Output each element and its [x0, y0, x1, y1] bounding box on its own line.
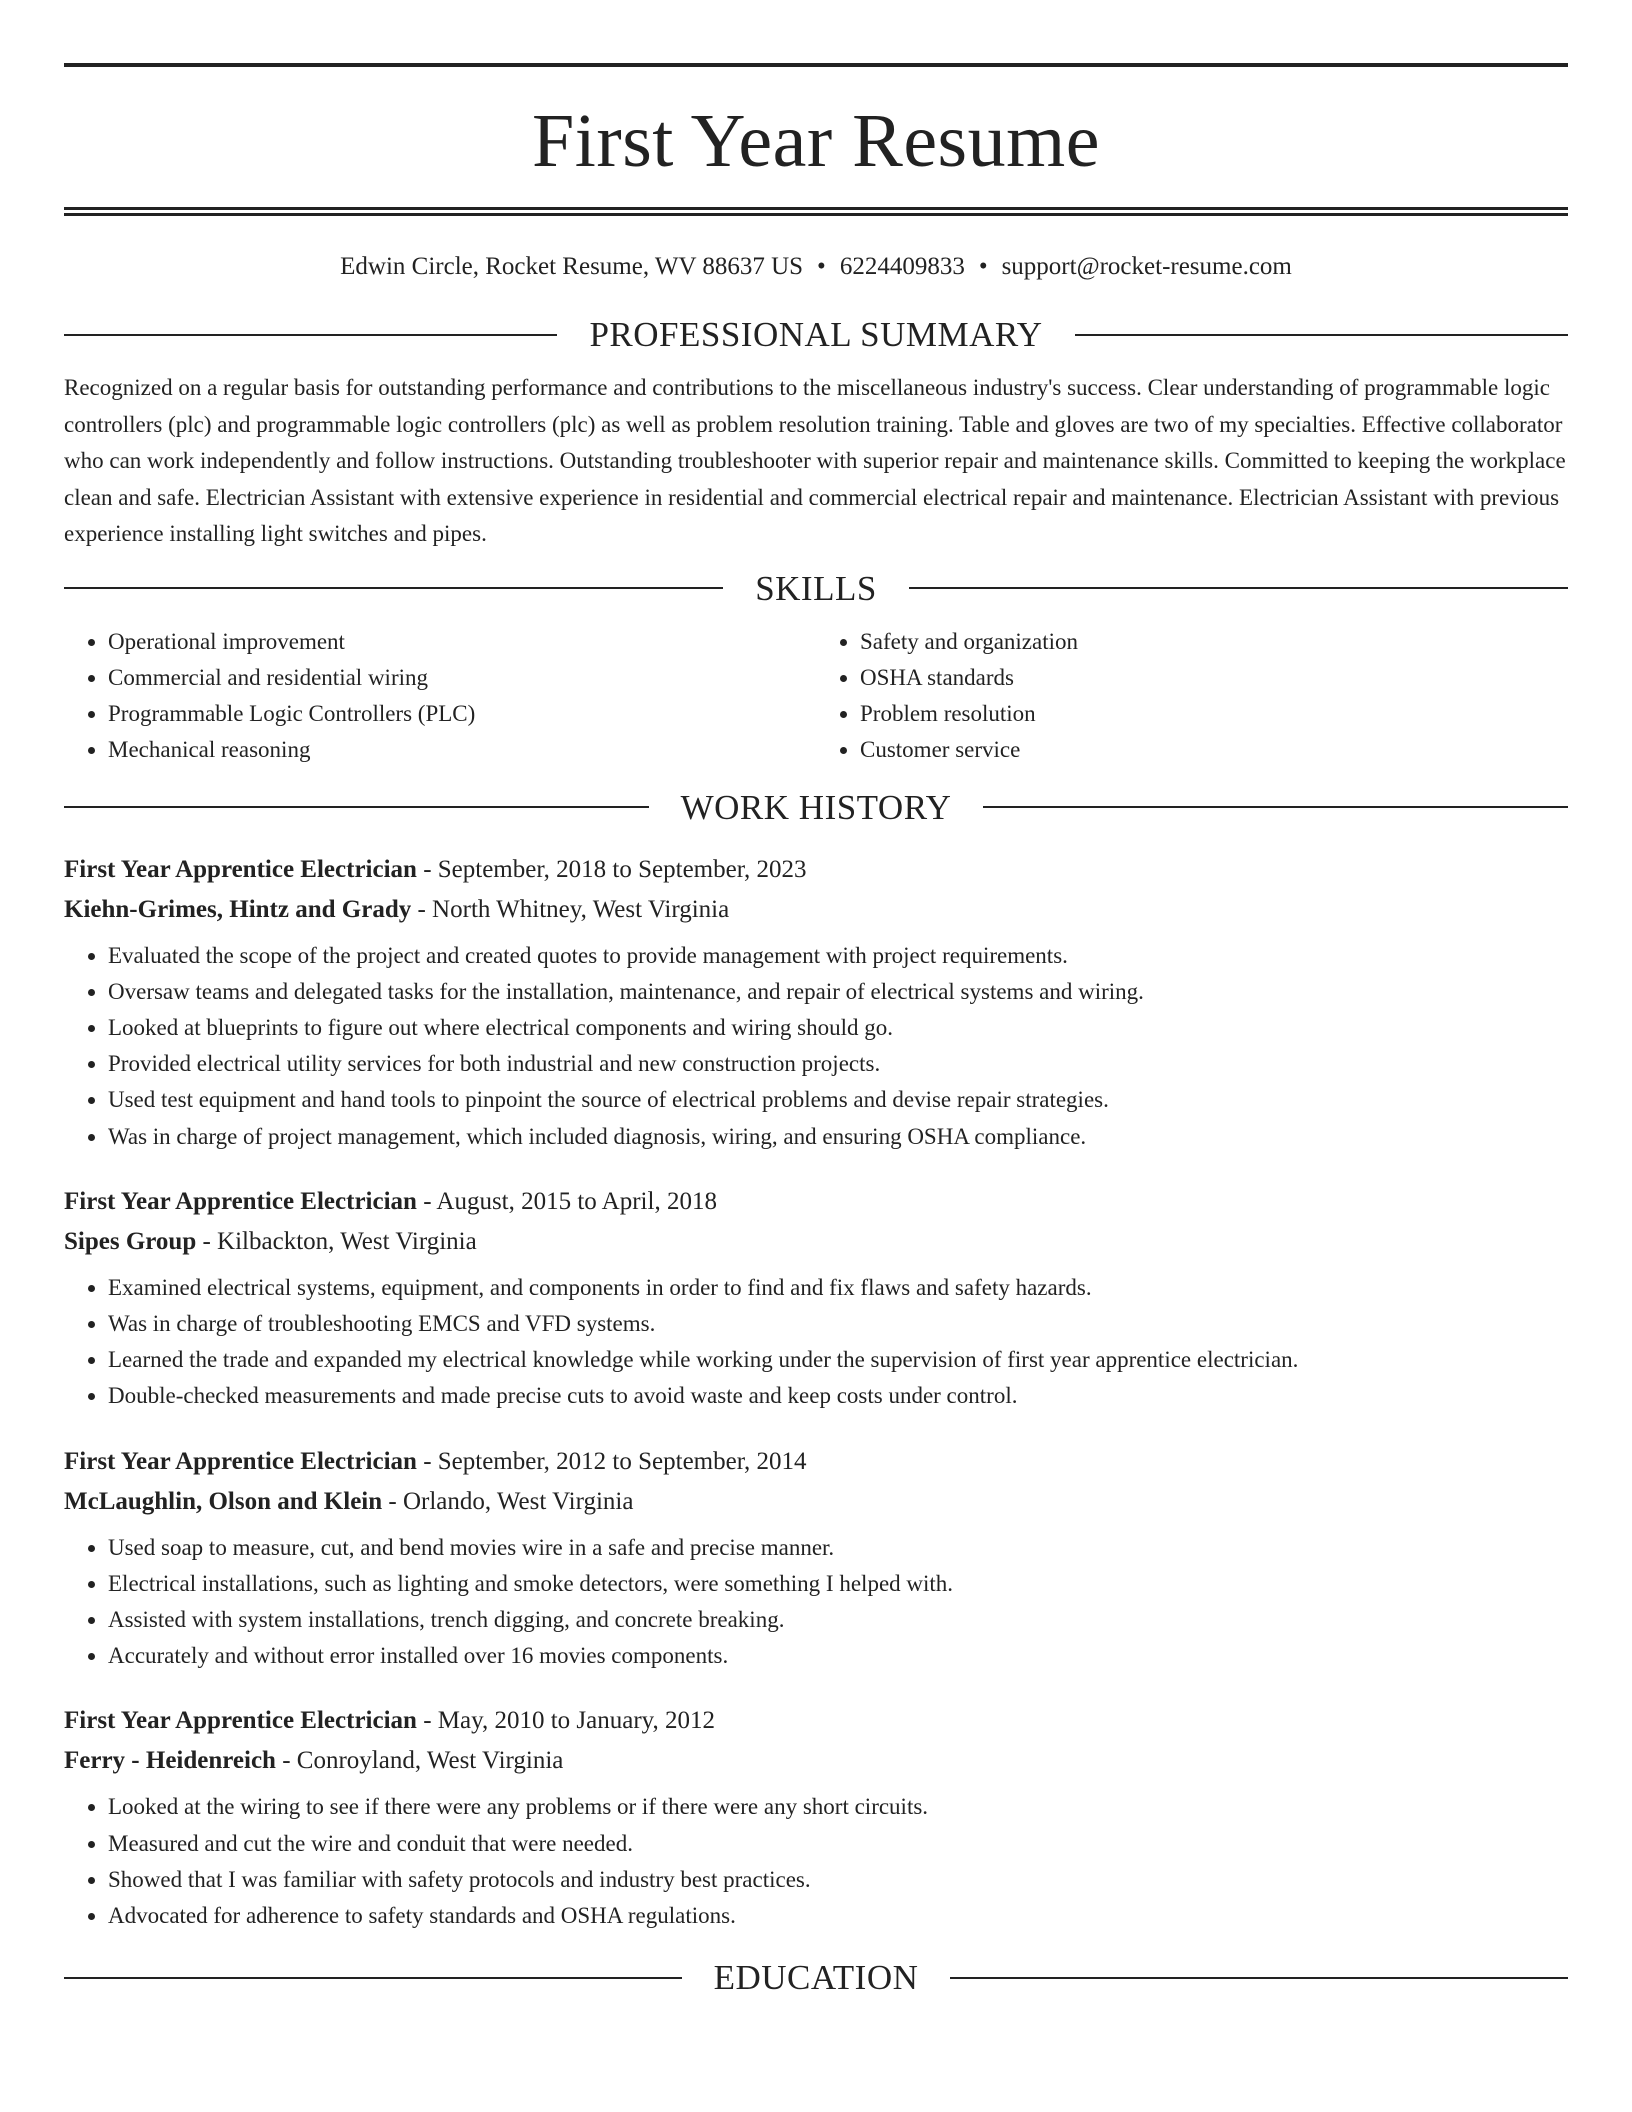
summary-heading-title: PROFESSIONAL SUMMARY [589, 315, 1043, 354]
job-bullet: • Evaluated the scope of the project and created quotes to provide management with project requirements. [108, 938, 1568, 974]
job-title-line [64, 1708, 1568, 1733]
contact-separator: • [978, 253, 988, 280]
job-title-line [64, 1449, 1568, 1474]
skills-list [64, 624, 1568, 768]
job-bullet: • Showed that I was familiar with safety protocols and industry best practices. [108, 1862, 1568, 1898]
contact-line [64, 254, 1568, 279]
job-bullet: • Learned the trade and expanded my electrical knowledge while working under the supervision of first year apprentice electrician. [108, 1342, 1568, 1378]
job-bullet: • Oversaw teams and delegated tasks for the installation, maintenance, and repair of electrical systems and wiring. [108, 974, 1568, 1010]
summary-heading [64, 317, 1568, 352]
skill-item: • Commercial and residential wiring [108, 660, 816, 696]
job-bullet: • Was in charge of project management, which included diagnosis, wiring, and ensuring OSHA compliance. [108, 1119, 1568, 1155]
job-bullet: • Provided electrical utility services for both industrial and new construction projects. [108, 1046, 1568, 1082]
double-rule [64, 207, 1568, 216]
job-company: Ferry - Heidenreich [64, 1747, 276, 1775]
job-bullets [64, 1270, 1568, 1415]
job-location: - North Whitney, West Virginia [411, 895, 730, 923]
skill-item: • Operational improvement [108, 624, 816, 660]
job-dates: - September, 2012 to September, 2014 [416, 1447, 807, 1475]
job-bullet: • Used soap to measure, cut, and bend movies wire in a safe and precise manner. [108, 1530, 1568, 1566]
job-title: First Year Apprentice Electrician [64, 1707, 417, 1735]
job-entry [64, 1189, 1568, 1415]
contact-separator: • [817, 253, 826, 280]
job-company-line [64, 1489, 1568, 1514]
summary-text: Recognized on a regular basis for outstanding performance and contributions to the miscellaneous industry's success. Clear understanding of programmable logic controllers (plc) and programmable logic controllers (plc) as well as problem resolution training. Table and gloves are two of my specialties. Effective collaborator who can work independently and follow instructions. Outstanding troubleshooter with superior repair and maintenance skills. Committed to keeping the workplace clean and safe. Electrician Assistant with extensive experience in residential and commercial electrical repair and maintenance. Electrician Assistant with previous experience installing light switches and pipes. [64, 375, 1566, 546]
job-title: First Year Apprentice Electrician [64, 1187, 417, 1215]
job-company: Sipes Group [64, 1227, 197, 1255]
skills-heading [64, 568, 1568, 608]
skills-column-right [816, 624, 1568, 768]
job-location: - Orlando, West Virginia [382, 1487, 634, 1515]
heading-rule [64, 806, 649, 808]
job-dates: - September, 2018 to September, 2023 [416, 855, 807, 883]
job-bullet: • Electrical installations, such as lighting and smoke detectors, were something I helped with. [108, 1566, 1568, 1602]
work-heading-title: WORK HISTORY [680, 787, 952, 827]
job-bullet: • Accurately and without error installed over 16 movies components. [108, 1638, 1568, 1674]
job-title: First Year Apprentice Electrician [64, 1447, 417, 1475]
work-heading [64, 787, 1568, 827]
job-bullets [64, 1789, 1568, 1934]
job-bullet: • Measured and cut the wire and conduit that were needed. [108, 1826, 1568, 1862]
heading-rule [64, 334, 557, 336]
skill-item: • Programmable Logic Controllers (PLC) [108, 696, 816, 732]
heading-rule [909, 587, 1568, 589]
job-bullet: • Used test equipment and hand tools to pinpoint the source of electrical problems and devise repair strategies. [108, 1082, 1568, 1118]
skill-item: • Customer service [860, 732, 1568, 768]
skill-item: • OSHA standards [860, 660, 1568, 696]
job-bullets [64, 1530, 1568, 1675]
top-rule [64, 63, 1568, 67]
job-bullet: • Looked at the wiring to see if there were any problems or if there were any short circuits. [108, 1789, 1568, 1825]
job-company-line [64, 1748, 1568, 1773]
job-company-line [64, 1229, 1568, 1254]
education-heading-title: EDUCATION [713, 1958, 919, 1998]
job-title-line [64, 857, 1568, 882]
job-dates: - August, 2015 to April, 2018 [416, 1187, 717, 1215]
contact-phone: 6224409833 [839, 253, 965, 280]
heading-rule [983, 806, 1568, 808]
job-bullet: • Advocated for adherence to safety standards and OSHA regulations. [108, 1898, 1568, 1934]
skill-item: • Problem resolution [860, 696, 1568, 732]
job-company: McLaughlin, Olson and Klein [64, 1487, 383, 1515]
skill-item: • Safety and organization [860, 624, 1568, 660]
job-entry [64, 1449, 1568, 1675]
job-dates: - May, 2010 to January, 2012 [416, 1707, 716, 1735]
heading-rule [1075, 334, 1568, 336]
job-bullet: • Looked at blueprints to figure out where electrical components and wiring should go. [108, 1010, 1568, 1046]
job-location: - Kilbackton, West Virginia [196, 1227, 477, 1255]
job-title: First Year Apprentice Electrician [64, 855, 417, 883]
skills-heading-title: SKILLS [755, 568, 877, 608]
skills-column-left [64, 624, 816, 768]
heading-rule [64, 587, 723, 589]
job-title-line [64, 1189, 1568, 1214]
job-bullet: • Was in charge of troubleshooting EMCS and VFD systems. [108, 1306, 1568, 1342]
job-entry [64, 1708, 1568, 1934]
job-bullets [64, 938, 1568, 1155]
job-bullet: • Assisted with system installations, trench digging, and concrete breaking. [108, 1602, 1568, 1638]
heading-rule [64, 1977, 682, 1979]
resume-name: First Year Resume [532, 99, 1100, 183]
skill-item: • Mechanical reasoning [108, 732, 816, 768]
contact-email: support@rocket-resume.com [1001, 253, 1292, 280]
job-company-line [64, 897, 1568, 922]
job-bullet: • Examined electrical systems, equipment, and components in order to find and fix flaws and safety hazards. [108, 1270, 1568, 1306]
contact-address: Edwin Circle, Rocket Resume, WV 88637 US [340, 253, 804, 280]
job-entry [64, 857, 1568, 1155]
job-bullet: • Double-checked measurements and made precise cuts to avoid waste and keep costs under control. [108, 1378, 1568, 1414]
job-company: Kiehn-Grimes, Hintz and Grady [64, 895, 412, 923]
education-heading [64, 1958, 1568, 1998]
job-location: - Conroyland, West Virginia [275, 1747, 564, 1775]
heading-rule [950, 1977, 1568, 1979]
